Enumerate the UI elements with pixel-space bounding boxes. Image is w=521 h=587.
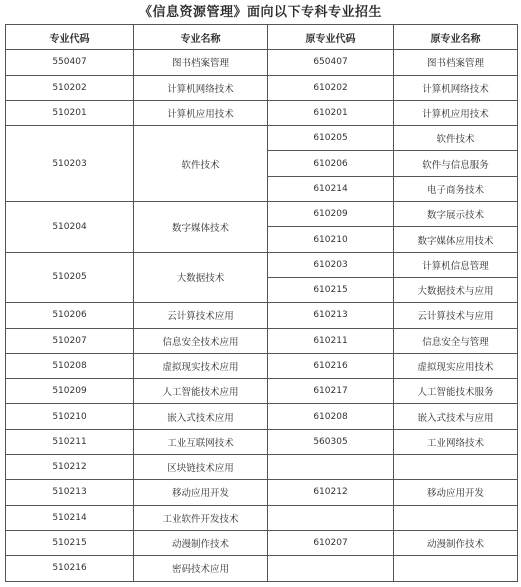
orig-name-cell (394, 556, 518, 581)
major-name-cell: 图书档案管理 (134, 50, 268, 75)
major-code-cell: 510201 (6, 100, 134, 125)
table-row (6, 556, 518, 581)
orig-name-cell: 电子商务技术 (394, 176, 518, 201)
major-code-cell: 510216 (6, 556, 134, 581)
orig-name-cell: 计算机网络技术 (394, 75, 518, 100)
major-code-cell: 510205 (6, 252, 134, 303)
orig-name-cell: 数字媒体应用技术 (394, 227, 518, 252)
orig-code-cell: 610209 (268, 202, 394, 227)
orig-code-cell: 610205 (268, 126, 394, 151)
orig-code-cell: 610202 (268, 75, 394, 100)
header-orig-code: 原专业代码 (268, 25, 394, 50)
orig-code-cell: 610211 (268, 328, 394, 353)
major-name-cell: 数字媒体技术 (134, 202, 268, 253)
major-code-cell: 510202 (6, 75, 134, 100)
table-row (6, 429, 518, 454)
major-name-cell: 密码技术应用 (134, 556, 268, 581)
orig-code-cell: 650407 (268, 50, 394, 75)
table-row (6, 328, 518, 353)
orig-name-cell: 数字展示技术 (394, 202, 518, 227)
table-row (6, 100, 518, 125)
table-row (6, 303, 518, 328)
table-row (6, 404, 518, 429)
table-row (6, 530, 518, 555)
table-row (6, 353, 518, 378)
major-code-cell: 510208 (6, 353, 134, 378)
orig-code-cell: 610215 (268, 277, 394, 302)
orig-code-cell: 610214 (268, 176, 394, 201)
major-name-cell: 信息安全技术应用 (134, 328, 268, 353)
orig-name-cell: 软件技术 (394, 126, 518, 151)
orig-name-cell: 人工智能技术服务 (394, 379, 518, 404)
major-name-cell: 虚拟现实技术应用 (134, 353, 268, 378)
orig-code-cell: 610216 (268, 353, 394, 378)
header-major-code: 专业代码 (6, 25, 134, 50)
orig-name-cell: 信息安全与管理 (394, 328, 518, 353)
major-name-cell: 工业软件开发技术 (134, 505, 268, 530)
major-name-cell: 云计算技术应用 (134, 303, 268, 328)
major-name-cell: 人工智能技术应用 (134, 379, 268, 404)
orig-name-cell: 计算机信息管理 (394, 252, 518, 277)
orig-code-cell: 610207 (268, 530, 394, 555)
major-code-cell: 510204 (6, 202, 134, 253)
orig-code-cell: 610206 (268, 151, 394, 176)
major-name-cell: 计算机应用技术 (134, 100, 268, 125)
major-code-cell: 510215 (6, 530, 134, 555)
orig-code-cell: 610201 (268, 100, 394, 125)
major-name-cell: 工业互联网技术 (134, 429, 268, 454)
major-code-cell: 510207 (6, 328, 134, 353)
table-row (6, 480, 518, 505)
orig-code-cell: 560305 (268, 429, 394, 454)
table-row (6, 252, 518, 277)
orig-code-cell: 610203 (268, 252, 394, 277)
orig-name-cell: 图书档案管理 (394, 50, 518, 75)
orig-code-cell: 610213 (268, 303, 394, 328)
major-name-cell: 软件技术 (134, 126, 268, 202)
major-name-cell: 移动应用开发 (134, 480, 268, 505)
orig-name-cell: 计算机应用技术 (394, 100, 518, 125)
orig-name-cell: 云计算技术与应用 (394, 303, 518, 328)
table-row (6, 505, 518, 530)
table-row (6, 75, 518, 100)
orig-code-cell: 610212 (268, 480, 394, 505)
header-major-name: 专业名称 (134, 25, 268, 50)
orig-name-cell: 虚拟现实应用技术 (394, 353, 518, 378)
major-code-cell: 510206 (6, 303, 134, 328)
orig-name-cell (394, 455, 518, 480)
major-code-cell: 510203 (6, 126, 134, 202)
orig-code-cell: 610217 (268, 379, 394, 404)
orig-name-cell: 软件与信息服务 (394, 151, 518, 176)
major-table (5, 24, 518, 582)
major-code-cell: 510214 (6, 505, 134, 530)
table-row (6, 50, 518, 75)
major-name-cell: 区块链技术应用 (134, 455, 268, 480)
table-header-row (6, 25, 518, 50)
orig-code-cell: 610208 (268, 404, 394, 429)
page-title: 《信息资源管理》面向以下专科专业招生 (138, 5, 382, 20)
major-code-cell: 550407 (6, 50, 134, 75)
table-row (6, 202, 518, 227)
orig-code-cell: 610210 (268, 227, 394, 252)
orig-code-cell (268, 455, 394, 480)
orig-code-cell (268, 556, 394, 581)
orig-code-cell (268, 505, 394, 530)
major-name-cell: 嵌入式技术应用 (134, 404, 268, 429)
major-code-cell: 510212 (6, 455, 134, 480)
major-code-cell: 510213 (6, 480, 134, 505)
major-name-cell: 动漫制作技术 (134, 530, 268, 555)
orig-name-cell (394, 505, 518, 530)
orig-name-cell: 动漫制作技术 (394, 530, 518, 555)
major-code-cell: 510209 (6, 379, 134, 404)
major-name-cell: 大数据技术 (134, 252, 268, 303)
orig-name-cell: 大数据技术与应用 (394, 277, 518, 302)
header-orig-name: 原专业名称 (394, 25, 518, 50)
table-row (6, 455, 518, 480)
orig-name-cell: 工业网络技术 (394, 429, 518, 454)
orig-name-cell: 嵌入式技术与应用 (394, 404, 518, 429)
major-name-cell: 计算机网络技术 (134, 75, 268, 100)
table-row (6, 126, 518, 151)
major-code-cell: 510210 (6, 404, 134, 429)
table-body (6, 50, 518, 581)
major-code-cell: 510211 (6, 429, 134, 454)
table-row (6, 379, 518, 404)
orig-name-cell: 移动应用开发 (394, 480, 518, 505)
